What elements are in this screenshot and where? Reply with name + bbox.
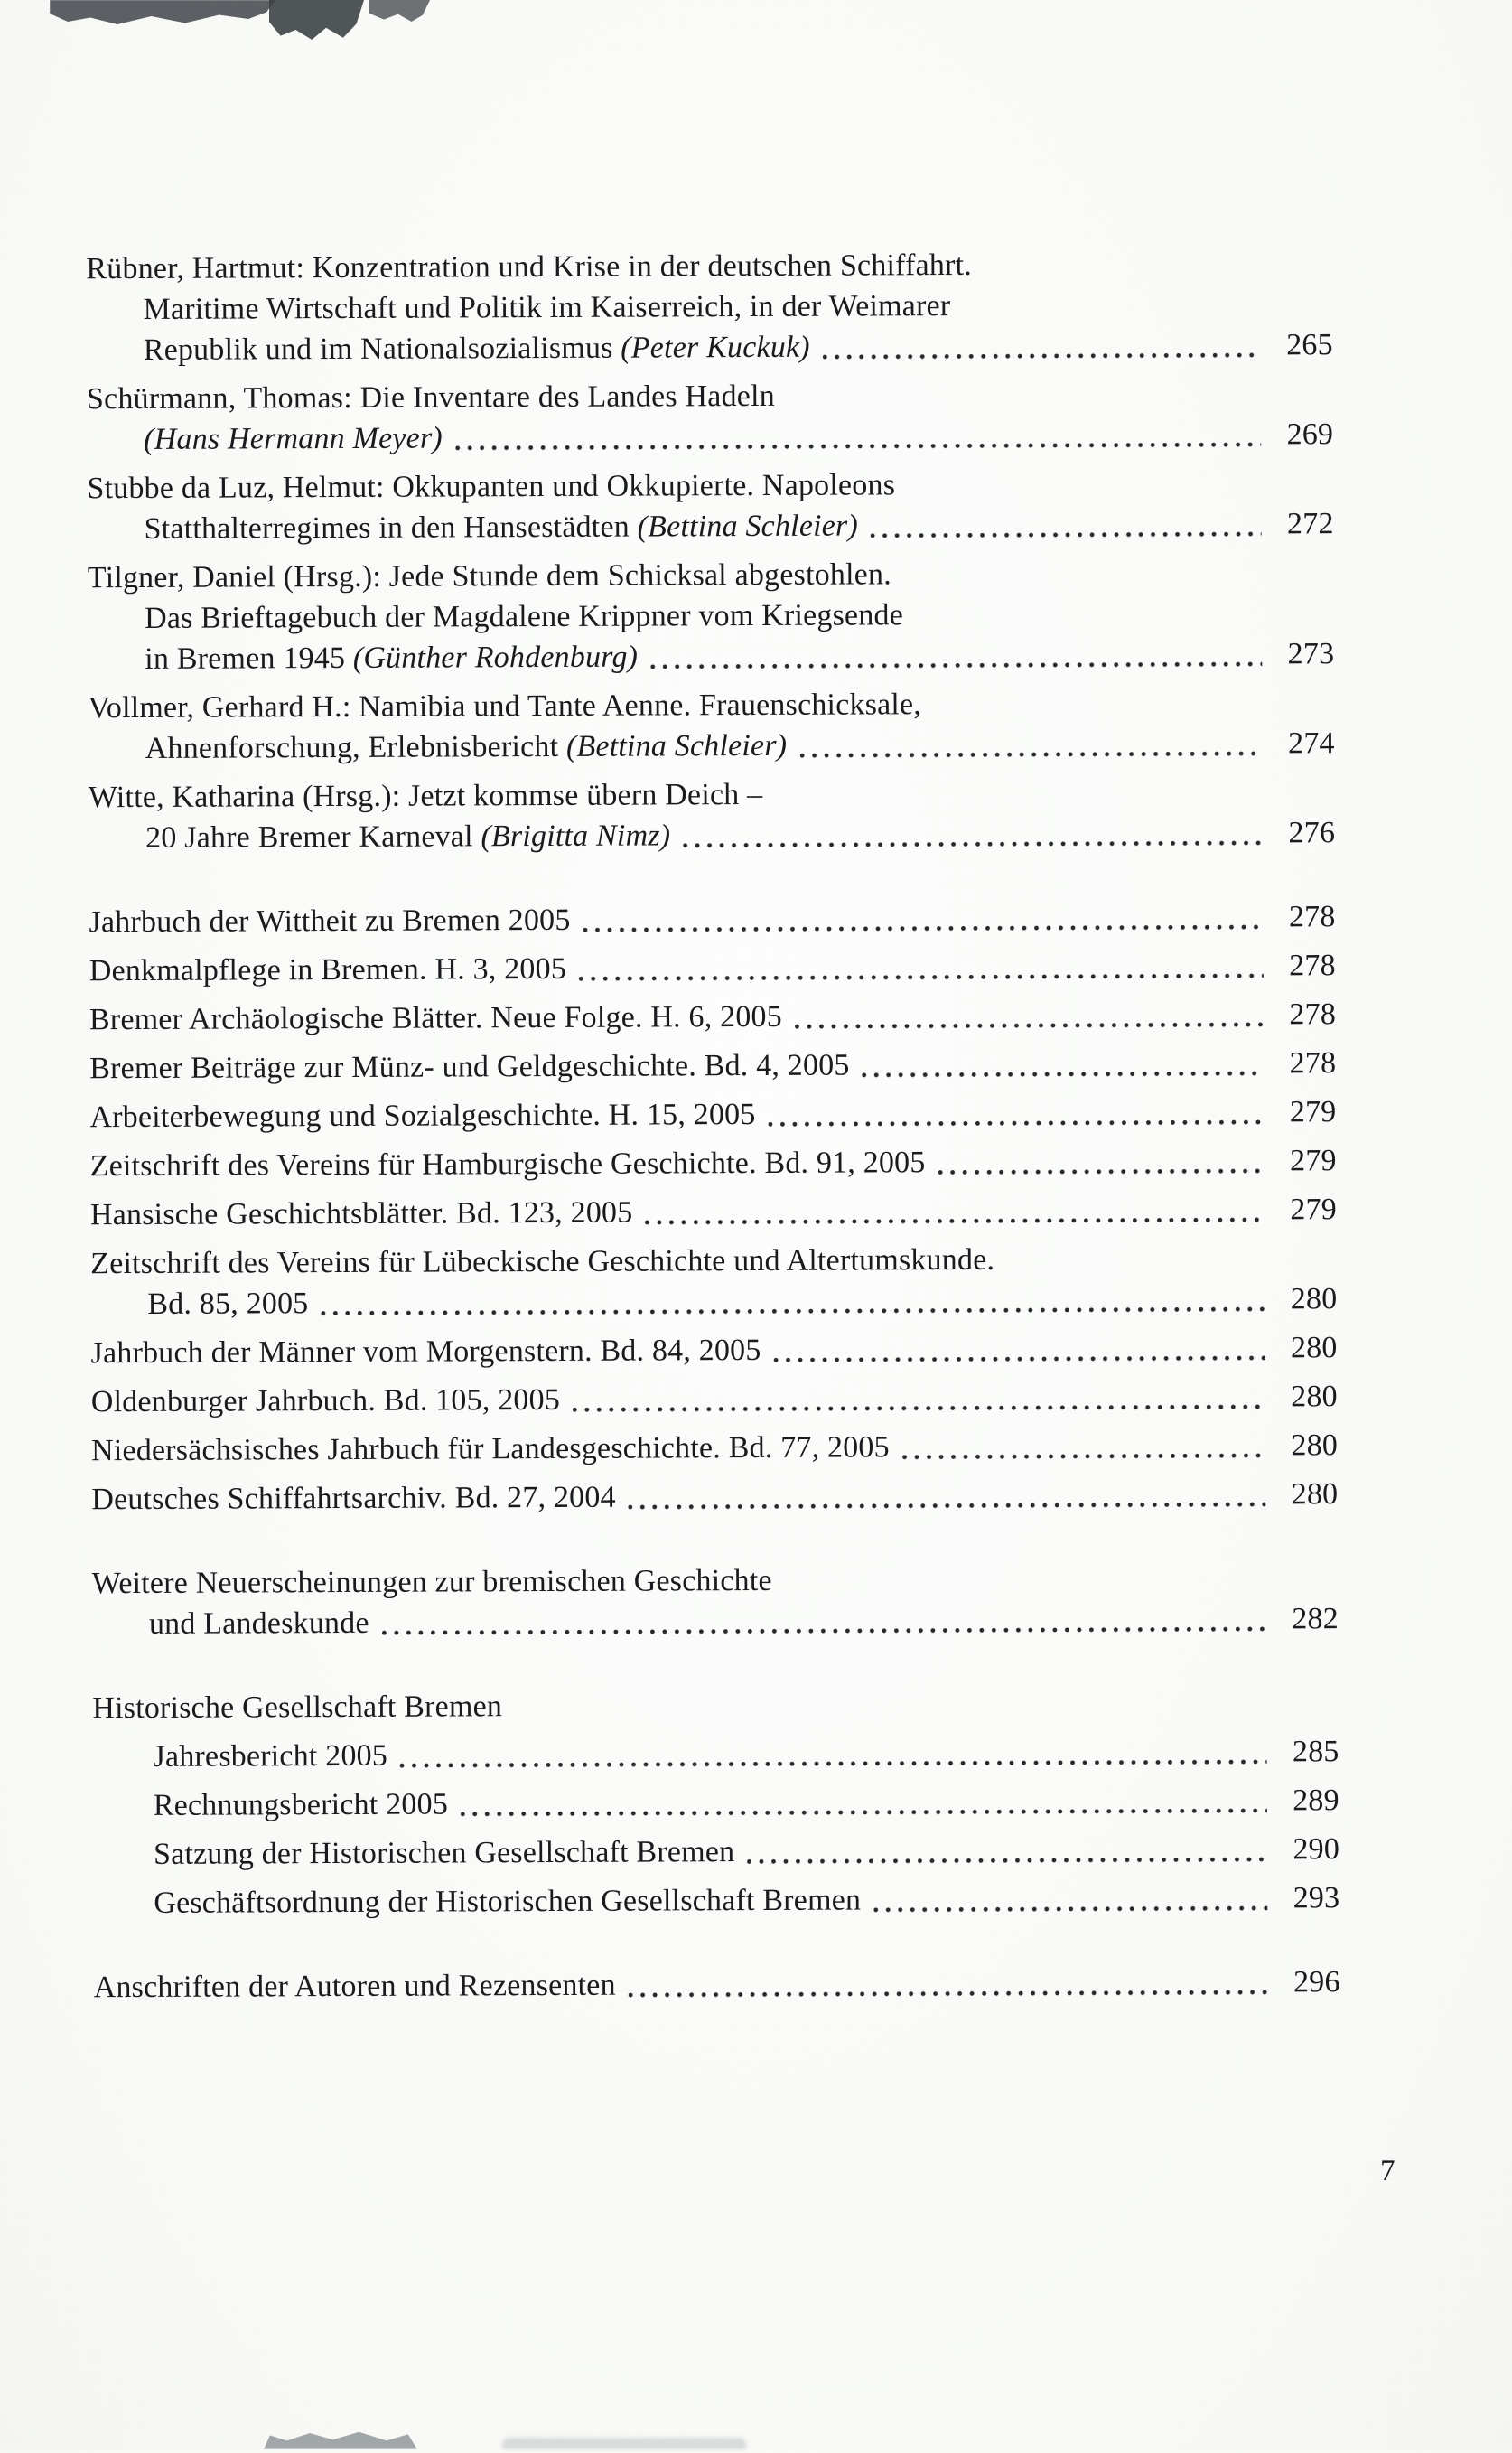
- toc-entry-line: Republik und im Nationalsozialismus (Peter Kuckuk): [143, 330, 810, 367]
- toc-entry: [90, 1140, 1337, 1186]
- toc-entry-line: Arbeiterbewegung und Sozialgeschichte. H. 15, 2005: [89, 1098, 756, 1135]
- toc-page-number: 280: [1290, 1331, 1338, 1365]
- toc-entry: [91, 1474, 1338, 1520]
- toc-entry-line: Jahrbuch der Wittheit zu Bremen 2005: [89, 903, 571, 940]
- toc-page-number: 282: [1292, 1602, 1339, 1636]
- dot-leader: [573, 1405, 1265, 1412]
- toc-final-row: [89, 994, 1336, 1040]
- toc-entry-line: Bd. 85, 2005: [147, 1287, 309, 1321]
- toc-final-row: [144, 324, 1333, 370]
- dot-leader: [629, 1503, 1266, 1510]
- toc-entry-line: Rübner, Hartmut: Konzentration und Krise in der deutschen Schiffahrt.: [86, 248, 973, 286]
- toc-entry-line: Statthalterregimes in den Hansestädten (Bettina Schleier): [144, 509, 859, 546]
- toc-final-row: [91, 1474, 1338, 1520]
- toc-entry: [154, 1877, 1339, 1924]
- toc-page-number: 296: [1293, 1965, 1340, 1999]
- toc-entry-line: Hansische Geschichtsblätter. Bd. 123, 2005: [89, 1195, 633, 1232]
- toc-final-row: [94, 1961, 1340, 2008]
- toc-entry: [86, 243, 1333, 370]
- toc-entry-line: Jahrbuch der Männer vom Morgenstern. Bd. 84, 2005: [90, 1333, 761, 1371]
- toc-final-row: [154, 1829, 1339, 1875]
- toc-entry: [90, 1189, 1337, 1235]
- dot-leader: [863, 1072, 1265, 1078]
- toc-section: [92, 1682, 1339, 1924]
- toc-entry-line: Niedersächsisches Jahrbuch für Landesgeschichte. Bd. 77, 2005: [91, 1430, 890, 1468]
- dot-leader: [902, 1454, 1265, 1460]
- toc-entry: [88, 682, 1334, 769]
- toc-entry-line: Das Brieftagebuch der Magdalene Krippner vom Kriegsende: [144, 598, 904, 635]
- section-heading: Historische Gesellschaft Bremen: [92, 1690, 503, 1726]
- toc-final-row: [89, 945, 1336, 991]
- toc-page-number: 279: [1289, 1095, 1337, 1129]
- toc-page-number: 272: [1286, 507, 1334, 541]
- dot-leader: [382, 1627, 1266, 1635]
- toc-entry-line: Witte, Katharina (Hrsg.): Jetzt kommse übern Deich –: [88, 777, 763, 815]
- toc-final-row: [145, 812, 1335, 858]
- toc-page-number: 273: [1287, 637, 1335, 671]
- dot-leader: [579, 974, 1264, 981]
- toc-entry-line: Weitere Neuerscheinungen zur bremischen Geschichte: [91, 1563, 772, 1601]
- toc-entry-line: Jahresbericht 2005: [153, 1738, 388, 1774]
- toc-entry: [90, 1238, 1337, 1325]
- dot-leader: [645, 1218, 1265, 1225]
- toc-entry-line: [144, 418, 443, 460]
- toc-page-number: 289: [1293, 1784, 1339, 1818]
- toc-author-italic: (Bettina Schleier): [565, 728, 788, 763]
- dot-leader: [629, 1990, 1268, 1998]
- toc-entry-line: Oldenburger Jahrbuch. Bd. 105, 2005: [90, 1382, 561, 1419]
- toc-page-number: 280: [1291, 1380, 1338, 1414]
- toc-section: [89, 896, 1338, 1520]
- toc-page-number: 278: [1289, 997, 1337, 1032]
- toc-entry-line: Deutsches Schiffahrtsarchiv. Bd. 27, 2004: [91, 1480, 616, 1517]
- toc-page-number: 280: [1291, 1477, 1339, 1512]
- toc-author-italic: (Brigitta Nimz): [481, 819, 671, 854]
- toc-page-number: 293: [1293, 1881, 1340, 1915]
- toc-entry-line: Anschriften der Autoren und Rezensenten: [93, 1968, 616, 2005]
- toc-page-number: 278: [1288, 900, 1336, 934]
- toc-final-row: [145, 633, 1334, 679]
- toc-author-italic: (Günther Rohdenburg): [352, 640, 639, 675]
- toc-entry-line: Maritime Wirtschaft und Politik im Kaiserreich, in der Weimarer: [143, 289, 951, 326]
- toc-entry: [92, 1558, 1339, 1644]
- toc-page-number: 269: [1286, 417, 1334, 452]
- toc-final-row: [89, 1043, 1336, 1089]
- toc-page-number: 279: [1290, 1144, 1337, 1178]
- toc-page-number: 285: [1292, 1735, 1339, 1769]
- toc-page-number: 276: [1288, 816, 1336, 850]
- dot-leader: [774, 1356, 1265, 1362]
- toc-final-row: [145, 503, 1334, 549]
- toc-final-row: [91, 1376, 1338, 1422]
- toc-entry: [154, 1780, 1339, 1826]
- toc-section: [92, 1558, 1339, 1644]
- table-of-contents: [86, 243, 1339, 2008]
- toc-entry-line: Schürmann, Thomas: Die Inventare des Landes Hadeln: [86, 379, 775, 417]
- toc-entry: [153, 1731, 1339, 1777]
- toc-entry: [89, 994, 1336, 1040]
- dot-leader: [747, 1858, 1267, 1865]
- dot-leader: [461, 1809, 1267, 1817]
- toc-entry: [89, 772, 1335, 858]
- toc-entry-line: Bremer Archäologische Blätter. Neue Folge. H. 6, 2005: [89, 999, 782, 1037]
- toc-entry: [89, 1091, 1336, 1138]
- toc-entry-line: Zeitschrift des Vereins für Lübeckische Geschichte und Altertumskunde.: [90, 1242, 995, 1281]
- toc-final-row: [89, 896, 1335, 942]
- toc-entry-line: Zeitschrift des Vereins für Hamburgische Geschichte. Bd. 91, 2005: [89, 1146, 926, 1184]
- toc-page-number: 280: [1291, 1428, 1339, 1463]
- toc-entry: [88, 552, 1335, 679]
- toc-entry-line: Rechnungsbericht 2005: [153, 1787, 449, 1822]
- toc-entry-line: Vollmer, Gerhard H.: Namibia und Tante Aenne. Frauenschicksale,: [88, 688, 922, 726]
- toc-entry: [94, 1961, 1340, 2008]
- toc-final-row: [90, 1189, 1337, 1235]
- dot-leader: [823, 353, 1261, 360]
- toc-entry: [89, 945, 1336, 991]
- toc-final-row: [153, 1731, 1339, 1777]
- toc-entry: [91, 1425, 1338, 1471]
- toc-entry-line: in Bremen 1945 (Günther Rohdenburg): [145, 640, 639, 676]
- toc-entry-line: und Landeskunde: [148, 1606, 369, 1641]
- dot-leader: [683, 841, 1263, 848]
- dot-leader: [871, 532, 1262, 538]
- toc-entry-line: Ahnenforschung, Erlebnisbericht (Bettina Schleier): [145, 728, 788, 765]
- toc-final-row: [90, 1140, 1337, 1186]
- toc-final-row: [145, 723, 1335, 769]
- toc-section: [94, 1961, 1340, 2008]
- page-number-footer: 7: [1379, 2154, 1395, 2187]
- toc-final-row: [91, 1327, 1338, 1373]
- dot-leader: [938, 1169, 1265, 1175]
- toc-entry: [89, 1043, 1336, 1089]
- toc-final-row: [154, 1780, 1339, 1826]
- toc-author-italic: (Bettina Schleier): [637, 509, 859, 544]
- toc-entry: [91, 1327, 1338, 1373]
- toc-entry-line: Tilgner, Daniel (Hrsg.): Jede Stunde dem Schicksal abgestohlen.: [87, 557, 891, 595]
- dot-leader: [799, 752, 1262, 758]
- toc-entry: [89, 896, 1335, 942]
- dot-leader: [583, 925, 1264, 932]
- toc-final-row: [147, 1278, 1337, 1325]
- toc-final-row: [89, 1091, 1336, 1138]
- toc-entry: [87, 373, 1333, 460]
- toc-page-number: 274: [1287, 726, 1335, 761]
- dot-leader: [455, 443, 1261, 451]
- toc-section: [86, 243, 1335, 858]
- toc-page-number: 280: [1290, 1282, 1338, 1316]
- toc-page-number: 290: [1293, 1832, 1340, 1867]
- toc-entry-line: Stubbe da Luz, Helmut: Okkupanten und Okkupierte. Napoleons: [87, 468, 896, 506]
- toc-entry-line: Satzung der Historischen Gesellschaft Bremen: [153, 1835, 735, 1871]
- toc-page-number: 279: [1290, 1193, 1338, 1227]
- toc-page-number: 265: [1286, 328, 1333, 362]
- dot-leader: [873, 1906, 1267, 1913]
- toc-author-italic: (Peter Kuckuk): [621, 330, 810, 365]
- dot-leader: [769, 1120, 1265, 1127]
- toc-entry-line: 20 Jahre Bremer Karneval (Brigitta Nimz): [145, 819, 671, 855]
- toc-page-number: 278: [1289, 949, 1336, 983]
- toc-entry-line: Geschäftsordnung der Historischen Gesellschaft Bremen: [154, 1883, 862, 1920]
- toc-final-row: [154, 1877, 1339, 1924]
- toc-entry: [154, 1829, 1339, 1875]
- toc-final-row: [149, 1598, 1339, 1644]
- toc-final-row: [91, 1425, 1338, 1471]
- toc-final-row: [144, 414, 1333, 460]
- dot-leader: [400, 1760, 1267, 1768]
- toc-entry-line: Denkmalpflege in Bremen. H. 3, 2005: [89, 951, 567, 988]
- dot-leader: [650, 662, 1262, 669]
- toc-entry-line: Bremer Beiträge zur Münz- und Geldgeschichte. Bd. 4, 2005: [89, 1048, 850, 1086]
- dot-leader: [795, 1023, 1264, 1029]
- toc-entry: [91, 1376, 1338, 1422]
- toc-page-number: 278: [1289, 1046, 1337, 1081]
- dot-leader: [321, 1307, 1265, 1316]
- toc-entry: [87, 463, 1333, 549]
- toc-author-italic: (Hans Hermann Meyer): [144, 421, 443, 456]
